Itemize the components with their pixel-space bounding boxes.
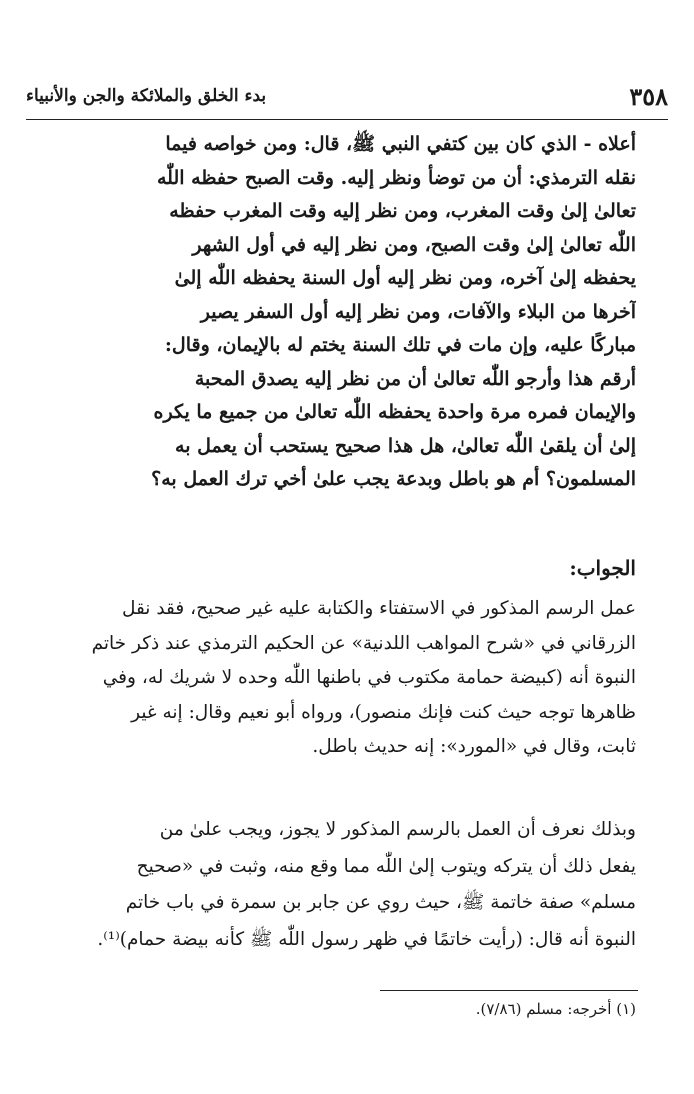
- answer-line: النبوة أنه قال: (رأيت خاتمًا في ظهر رسول اللّٰه ﷺ كأنه بيضة حمام)⁽¹⁾.: [97, 928, 636, 950]
- question-line: إلىٰ أن يلقىٰ اللّٰه تعالىٰ، هل هذا صحيح يستحب أن يعمل به: [175, 434, 636, 457]
- answer-line: ظاهرها توجه حيث كنت فإنك منصور)، ورواه أبو نعيم وقال: إنه غير: [131, 701, 636, 723]
- question-text: [56, 128, 636, 497]
- page-header: [26, 82, 668, 112]
- question-line: المسلمون؟ أم هو باطل وبدعة يجب علىٰ أخي ترك العمل به؟: [151, 468, 636, 490]
- answer-line: وبذلك نعرف أن العمل بالرسم المذكور لا يجوز، ويجب علىٰ من: [159, 819, 636, 840]
- running-title: بدء الخلق والملائكة والجن والأنبياء: [26, 86, 267, 106]
- question-line: يحفظه إلىٰ آخره، ومن نظر إليه أول السنة يحفظه اللّٰه إلىٰ: [174, 267, 636, 289]
- page-number: ٣٥٨: [629, 82, 668, 111]
- question-line: مباركًا عليه، وإن مات في تلك السنة يختم له بالإيمان، وقال:: [164, 334, 636, 356]
- question-line: تعالىٰ إلىٰ وقت المغرب، ومن نظر إليه وقت المغرب حفظه: [169, 200, 636, 222]
- footnote: (١) أخرجه: مسلم (٧/٨٦).: [475, 1000, 636, 1018]
- answer-paragraph-2: [56, 812, 636, 958]
- question-line: والإيمان فمره مرة واحدة يحفظه اللّٰه تعالىٰ من جميع ما يكره: [153, 401, 636, 423]
- answer-line: ثابت، وقال في «المورد»: إنه حديث باطل.: [312, 736, 636, 757]
- footnote-divider: [380, 990, 638, 991]
- question-line: نقله الترمذي: أن من توضأ ونظر إليه. وقت الصبح حفظه اللّٰه: [156, 166, 636, 189]
- answer-line: مسلم» صفة خاتمة ﷺ، حيث روي عن جابر بن سمرة في باب خاتم: [125, 892, 636, 913]
- answer-line: الزرقاني في «شرح المواهب اللدنية» عن الحكيم الترمذي عند ذكر خاتم: [91, 632, 636, 654]
- question-line: اللّٰه تعالىٰ إلىٰ وقت الصبح، ومن نظر إليه في أول الشهر: [192, 233, 636, 256]
- question-line: آخرها من البلاء والآفات، ومن نظر إليه أول السفر يصير: [200, 300, 636, 323]
- answer-heading: الجواب:: [569, 556, 636, 580]
- question-line: أرقم هذا وأرجو اللّٰه تعالىٰ أن من نظر إليه يصدق المحبة: [194, 367, 636, 390]
- header-divider: [26, 119, 668, 120]
- answer-line: النبوة أنه (كبيضة حمامة مكتوب في باطنها اللّٰه وحده لا شريك له، وفي: [102, 667, 636, 688]
- answer-line: يفعل ذلك أن يتركه ويتوب إلىٰ اللّٰه مما وقع منه، وثبت في «صحيح: [136, 855, 636, 877]
- answer-line: عمل الرسم المذكور في الاستفتاء والكتابة عليه غير صحيح، فقد نقل: [121, 598, 636, 619]
- answer-paragraph-1: [56, 592, 636, 765]
- question-line: أعلاه - الذي كان بين كتفي النبي ﷺ، قال: ومن خواصه فيما: [165, 133, 636, 155]
